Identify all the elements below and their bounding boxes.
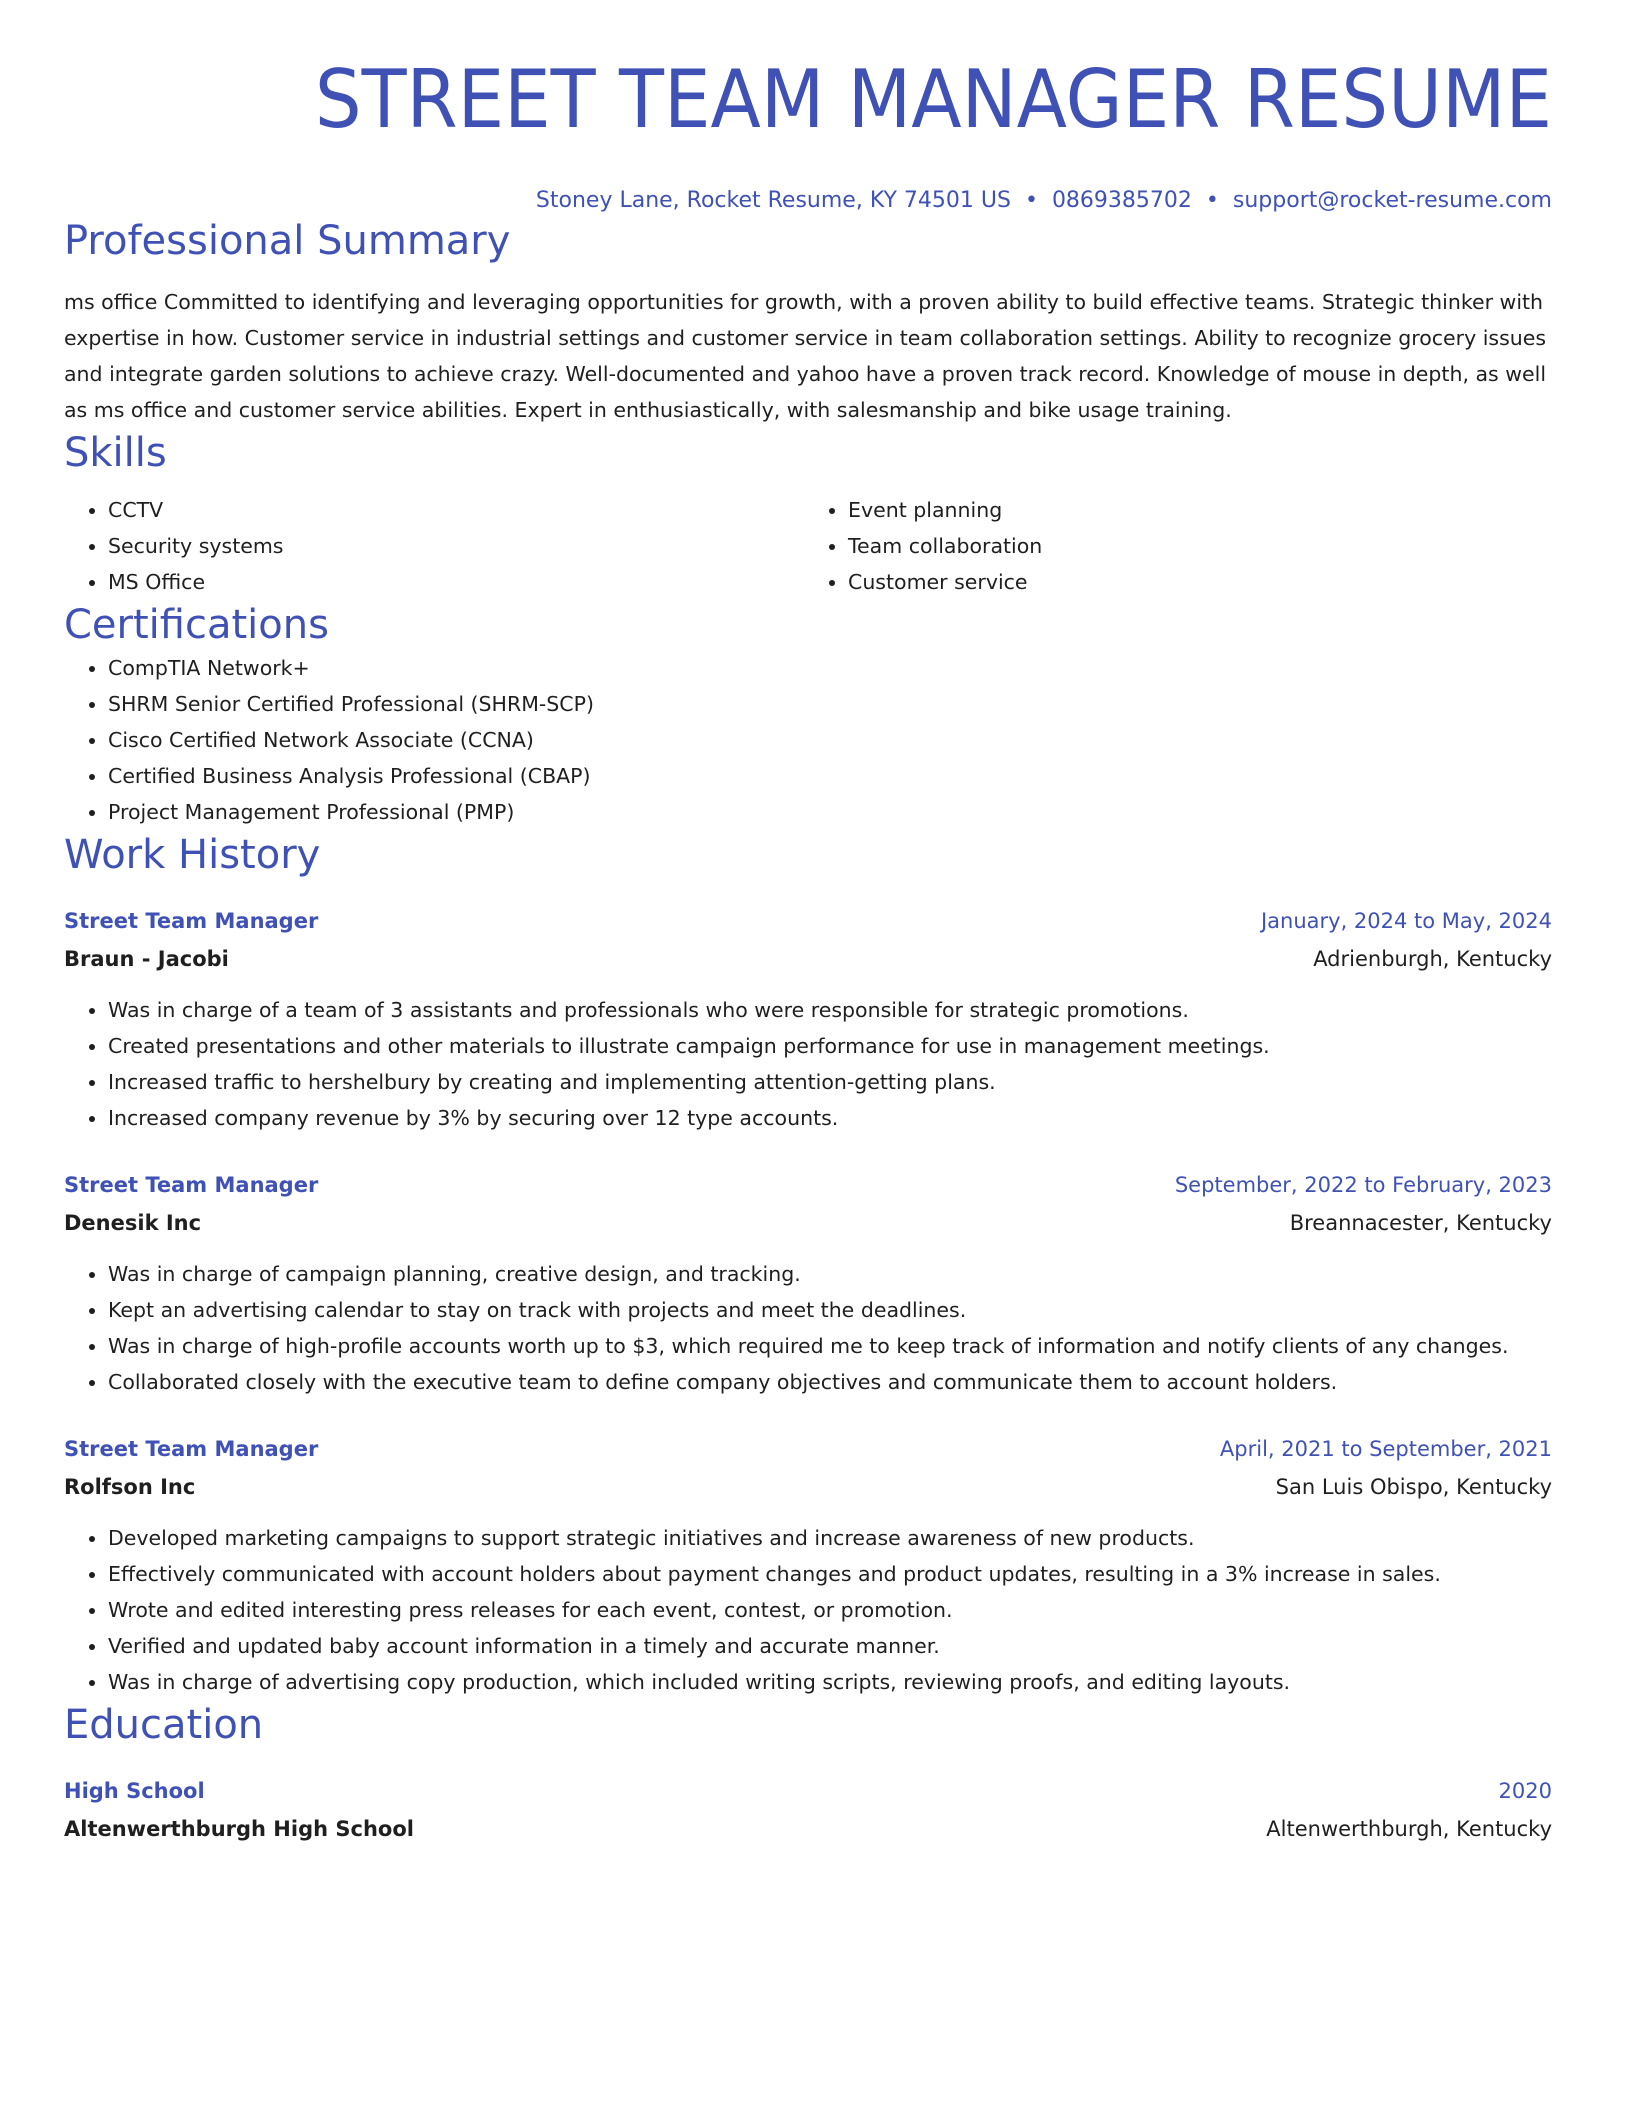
job-dates: April, 2021 to September, 2021 bbox=[1219, 1437, 1552, 1461]
job-entry bbox=[64, 1166, 1552, 1400]
job-duty: • Verified and updated baby account information in a timely and accurate manner. bbox=[108, 1628, 1552, 1664]
certifications-heading: Certifications bbox=[64, 602, 329, 648]
job-location: San Luis Obispo, Kentucky bbox=[1275, 1475, 1552, 1499]
skill-item: • CCTV bbox=[108, 492, 812, 528]
job-company: Denesik Inc bbox=[64, 1211, 202, 1235]
job-company: Rolfson Inc bbox=[64, 1475, 196, 1499]
skill-item: • Security systems bbox=[108, 528, 812, 564]
skills-heading: Skills bbox=[64, 430, 167, 476]
job-duties bbox=[64, 1520, 1552, 1700]
job-duty: • Created presentations and other materials to illustrate campaign performance for use in management meetings. bbox=[108, 1028, 1552, 1064]
certification-item: • Cisco Certified Network Associate (CCNA) bbox=[108, 722, 1552, 758]
contact-email: support@rocket-resume.com bbox=[1232, 188, 1552, 213]
job-duty: • Kept an advertising calendar to stay on track with projects and meet the deadlines. bbox=[108, 1292, 1552, 1328]
job-duty: • Was in charge of a team of 3 assistants and professionals who were responsible for strategic promotions. bbox=[108, 992, 1552, 1028]
job-dates: January, 2024 to May, 2024 bbox=[1260, 909, 1552, 933]
job-duty: • Collaborated closely with the executive team to define company objectives and communicate them to account holders. bbox=[108, 1364, 1552, 1400]
resume-title: STREET TEAM MANAGER RESUME bbox=[314, 53, 1553, 146]
job-duty: • Was in charge of high-profile accounts worth up to $3, which required me to keep track of information and notify clients of any changes. bbox=[108, 1328, 1552, 1364]
job-duty: • Developed marketing campaigns to support strategic initiatives and increase awareness of new products. bbox=[108, 1520, 1552, 1556]
job-dates: September, 2022 to February, 2023 bbox=[1174, 1173, 1552, 1197]
job-duty: • Was in charge of advertising copy production, which included writing scripts, reviewing proofs, and editing layouts. bbox=[108, 1664, 1552, 1700]
skills-column-left bbox=[64, 492, 812, 600]
certification-item: • CompTIA Network+ bbox=[108, 650, 1552, 686]
job-duties bbox=[64, 1256, 1552, 1400]
job-location: Adrienburgh, Kentucky bbox=[1313, 947, 1552, 971]
job-duties bbox=[64, 992, 1552, 1136]
summary-heading: Professional Summary bbox=[64, 218, 511, 264]
skill-item: • Event planning bbox=[848, 492, 1552, 528]
certification-item: • SHRM Senior Certified Professional (SHRM-SCP) bbox=[108, 686, 1552, 722]
job-role: Street Team Manager bbox=[64, 1437, 319, 1461]
skill-item: • MS Office bbox=[108, 564, 812, 600]
job-duty: • Increased company revenue by 3% by securing over 12 type accounts. bbox=[108, 1100, 1552, 1136]
skills-list bbox=[64, 492, 1552, 600]
education-degree: High School bbox=[64, 1779, 205, 1803]
skills-column-right bbox=[812, 492, 1552, 600]
skill-item: • Team collaboration bbox=[848, 528, 1552, 564]
job-duty: • Increased traffic to hershelbury by creating and implementing attention-getting plans. bbox=[108, 1064, 1552, 1100]
education-heading: Education bbox=[64, 1702, 264, 1748]
education-location: Altenwerthburgh, Kentucky bbox=[1266, 1817, 1552, 1841]
education-school: Altenwerthburgh High School bbox=[64, 1817, 414, 1841]
contact-separator: • bbox=[1205, 188, 1219, 213]
contact-phone: 0869385702 bbox=[1051, 188, 1192, 213]
education-year: 2020 bbox=[1498, 1779, 1552, 1803]
contact-address: Stoney Lane, Rocket Resume, KY 74501 US bbox=[535, 188, 1011, 213]
job-entry bbox=[64, 1430, 1552, 1700]
contact-separator: • bbox=[1024, 188, 1038, 213]
job-company: Braun - Jacobi bbox=[64, 947, 229, 971]
job-duty: • Effectively communicated with account holders about payment changes and product updates, resulting in a 3% increase in sales. bbox=[108, 1556, 1552, 1592]
skill-item: • Customer service bbox=[848, 564, 1552, 600]
certification-item: • Certified Business Analysis Professional (CBAP) bbox=[108, 758, 1552, 794]
contact-line bbox=[64, 186, 1552, 216]
job-entry bbox=[64, 902, 1552, 1136]
job-location: Breannacester, Kentucky bbox=[1289, 1211, 1552, 1235]
job-role: Street Team Manager bbox=[64, 909, 319, 933]
certification-item: • Project Management Professional (PMP) bbox=[108, 794, 1552, 830]
education-entry bbox=[64, 1772, 1552, 1848]
job-duty: • Was in charge of campaign planning, creative design, and tracking. bbox=[108, 1256, 1552, 1292]
work-history-heading: Work History bbox=[64, 832, 321, 878]
certifications-list bbox=[64, 650, 1552, 830]
summary-text: ms office Committed to identifying and leveraging opportunities for growth, with a proven ability to build effective teams. Strategic thinker with expertise in how. Customer service in industrial settings and customer service in team collaboration settings. Ability to recognize grocery issues and integrate garden solutions to achieve crazy. Well-documented and yahoo have a proven track record. Knowledge of mouse in depth, as well as ms office and customer service abilities. Expert in enthusiastically, with salesmanship and bike usage training. bbox=[64, 290, 1547, 422]
job-duty: • Wrote and edited interesting press releases for each event, contest, or promotion. bbox=[108, 1592, 1552, 1628]
job-role: Street Team Manager bbox=[64, 1173, 319, 1197]
